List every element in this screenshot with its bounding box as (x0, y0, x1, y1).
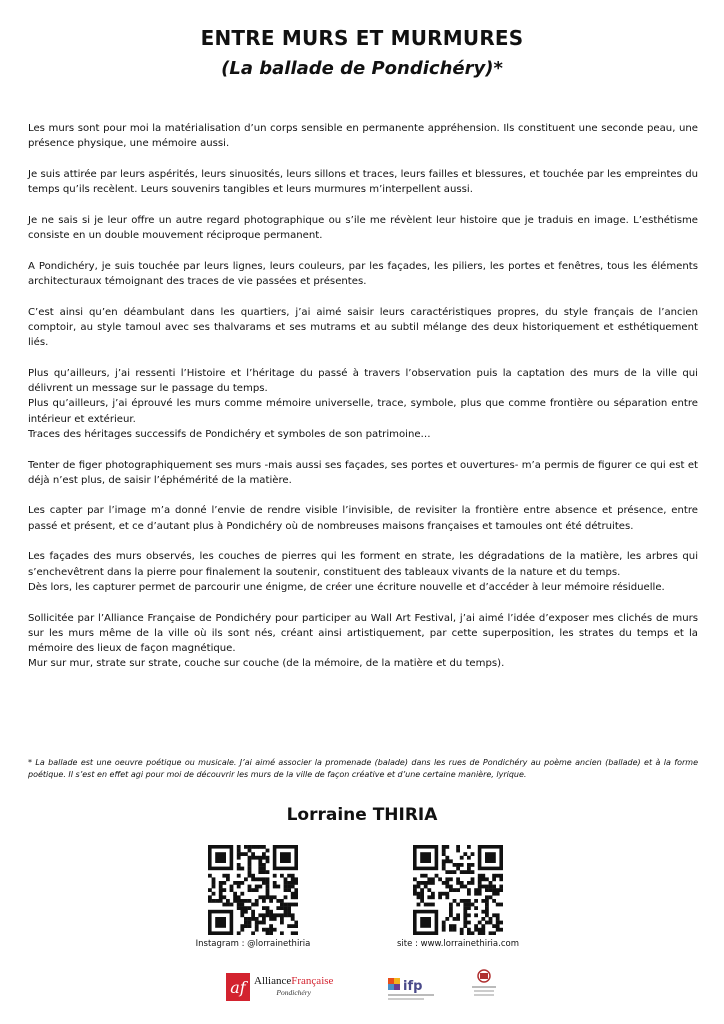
efeo-logo-icon (466, 968, 502, 1002)
qr-caption-site: site : www.lorrainethiria.com (397, 939, 519, 949)
qr-code-icon[interactable] (208, 845, 298, 935)
af-monogram: af (226, 973, 250, 1001)
footnote: * La ballade est une oeuvre poétique ou musicale. J’ai aimé associer la promenade (balade) dans les rues de Pondichéry au poème ancien (ballade) et à la forme poétique. Il s’est en effet agi pour moi de découvrir les murs de la ville de façon créative et d’une certaine manière, lyrique. (28, 758, 698, 779)
paragraph-8: Les capter par l’image m’a donné l’envie de rendre visible l’invisible, de revisiter la frontière entre absence et présence, entre passé et présent, et ce d’autant plus à Pondichéry où de nombreuses maisons françaises et tamoules ont été détruites. (28, 505, 698, 532)
document-title: ENTRE MURS ET MURMURES (200, 26, 524, 50)
af-name: AllianceFrançaise (254, 975, 334, 987)
paragraph-3: Je ne sais si je leur offre un autre regard photographique ou s’ile me révèlent leur histoire que je traduis en image. L’esthétisme consiste en un double mouvement réciproque permanent. (28, 214, 698, 242)
paragraph-1: Les murs sont pour moi la matérialisation d’un corps sensible en permanente appréhension. Ils constituent une seconde peau, une présence physique, une mémoire aussi. (28, 123, 698, 150)
af-city: Pondichéry (276, 988, 311, 997)
qr-code-icon[interactable] (413, 845, 503, 935)
author-name: Lorraine THIRIA (286, 805, 438, 825)
alliance-francaise-logo (226, 972, 352, 1002)
body-text (28, 121, 698, 687)
paragraph-5: C’est ainsi qu’en déambulant dans les quartiers, j’ai aimé saisir leurs caractéristiques propres, du style français de l’ancien comptoir, au style tamoul avec ses thalvarams et ses mutrams et au subtil mélange des deux historiquement et esthétiquement liés. (28, 306, 698, 349)
paragraph-7: Tenter de figer photographiquement ses murs -mais aussi ses façades, ses portes et ouvertures- m’a permis de figurer ce qui est et déjà n’est plus, de saisir l’éphémérité de la matière. (28, 459, 698, 486)
paragraph-6: Plus qu’ailleurs, j’ai ressenti l’Histoire et l’héritage du passé à travers l’observation puis la captation des murs de la ville qui délivrent un message sur le passage du temps. Plus qu’ailleurs, j’ai éprouvé les murs comme mémoire universelle, trace, symbole, plus que comme frontière ou séparation entre intérieur et extérieur. Traces des héritages successifs de Pondichéry et symboles de son patrimoine… (28, 367, 698, 440)
ifp-text: ifp (403, 979, 423, 994)
qr-caption-instagram: Instagram : @lorrainethiria (195, 939, 311, 949)
document-subtitle: (La ballade de Pondichéry)* (221, 58, 503, 79)
paragraph-9: Les façades des murs observés, les couches de pierres qui les forment en strate, les dégradations de la matière, les arbres qui s’enchevêtrent dans la pierre pour finalement la soutenir, constituent des tableaux vivants de la nature et du temps. Dès lors, les capturer permet de parcourir une énigme, de créer une écriture nouvelle et d’accéder à leur mémoire résiduelle. (28, 551, 698, 593)
ifp-logo (386, 974, 438, 1002)
paragraph-4: A Pondichéry, je suis touchée par leurs lignes, leurs couleurs, par les façades, les piliers, les portes et fenêtres, tous les éléments architecturaux témoignant des traces de vie passées et présentes. (28, 260, 698, 287)
paragraph-2: Je suis attirée par leurs aspérités, leurs sinuosités, leurs sillons et traces, leurs failles et blessures, et touchée par les empreintes du temps qu’ils recèlent. Leurs souvenirs tangibles et leurs murmures m’interpellent aussi. (28, 168, 698, 196)
paragraph-10: Sollicitée par l’Alliance Française de Pondichéry pour participer au Wall Art Festival, j’ai aimé l’idée d’exposer mes clichés de murs sur les murs même de la ville où ils sont nés, créant ainsi artistiquement, par cette superposition, les strates du temps et la mémoire des lieux de façon magnétique. Mur sur mur, strate sur strate, couche sur couche (de la mémoire, de la matière et du temps). (28, 612, 698, 670)
